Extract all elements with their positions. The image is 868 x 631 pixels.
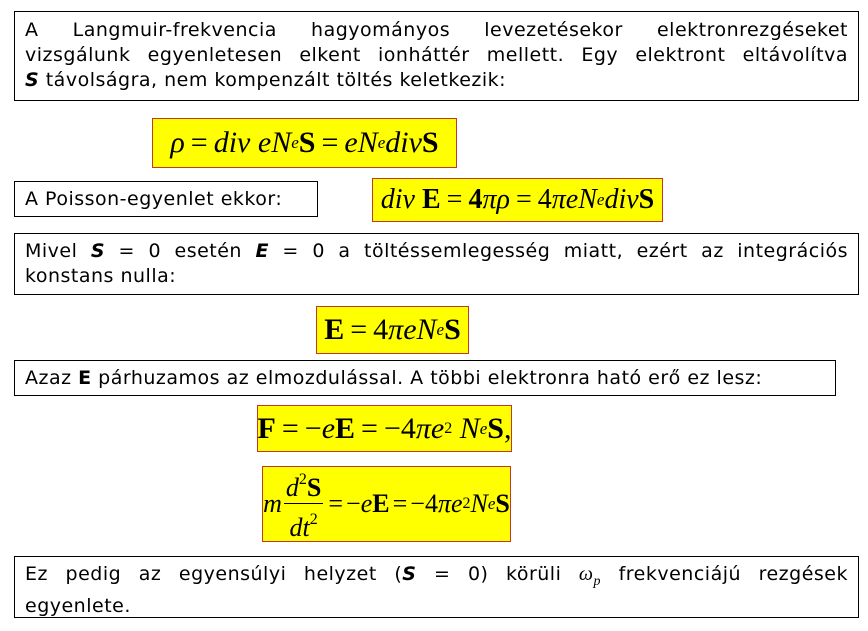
eq2-four-1: 4 xyxy=(468,184,483,215)
eq4-s: S xyxy=(487,411,504,445)
eq2-e-vec: E xyxy=(421,184,441,215)
eq2-rho: ρ xyxy=(496,184,510,215)
poisson-label: A Poisson-egyenlet ekkor: xyxy=(25,188,283,210)
oscillation-text-3: frekvenciájú rezgések xyxy=(601,563,848,585)
oscillation-text-box xyxy=(14,556,859,618)
eq5-s-1: S xyxy=(306,472,322,502)
eq5-pi: π xyxy=(437,489,451,518)
var-e: E xyxy=(78,367,92,389)
intro-line-2: vizsgálunk egyenletesen elkent ionháttér mellett. Egy elektront eltávolítva xyxy=(25,44,848,66)
eq1-equals-1: = xyxy=(190,126,208,159)
eq4-f-vec: F xyxy=(257,411,276,445)
eq5-equals-2: = xyxy=(392,489,408,518)
neutrality-text-1: Mivel xyxy=(25,240,91,262)
eq2-e: e xyxy=(565,184,579,215)
eq1-equals-2: = xyxy=(321,126,339,159)
eq4-sup: 2 xyxy=(444,419,453,437)
eq5-sup-2: 2 xyxy=(309,510,318,528)
eq2-equals-2: = xyxy=(515,184,532,215)
eq2-equals-1: = xyxy=(446,184,463,215)
intro-line-1: A Langmuir-frekvencia hagyományos levezetésekor elektronrezgéseket xyxy=(25,19,848,41)
oscillation-line-1 xyxy=(25,562,848,594)
eq5-fraction xyxy=(284,465,323,544)
eq5-e-vec: E xyxy=(372,489,390,518)
eq5-sup-1: 2 xyxy=(298,470,307,488)
intro-line-3 xyxy=(25,68,848,93)
poisson-equation xyxy=(372,178,663,222)
eq3-pi: π xyxy=(388,313,404,346)
eq1-e-2: e xyxy=(344,126,358,159)
intro-text-box xyxy=(14,11,859,101)
omega-p xyxy=(578,563,602,589)
eq1-div-2: div xyxy=(385,126,422,159)
eq2-pi-1: π xyxy=(482,184,497,215)
eq2-div-1: div xyxy=(380,184,415,215)
eq2-div-2: div xyxy=(604,184,639,215)
eq5-d: d xyxy=(285,472,299,502)
eq5-four: 4 xyxy=(424,489,438,518)
eq4-n: N xyxy=(459,411,480,445)
eq1-sub-2: e xyxy=(377,133,386,152)
equation-of-motion xyxy=(262,466,511,542)
eq4-minus-2: − xyxy=(383,411,401,445)
eq1-s-1: S xyxy=(298,126,316,159)
eq4-minus-1: − xyxy=(304,411,322,445)
eq2-s: S xyxy=(638,184,655,215)
eq3-e: e xyxy=(403,313,417,346)
neutrality-text-2: = 0 esetén xyxy=(105,240,256,262)
charge-density-equation xyxy=(152,118,457,168)
eq5-denominator xyxy=(288,504,320,544)
omega-subscript: p xyxy=(593,574,602,589)
eq5-n: N xyxy=(470,489,488,518)
eq5-dt: dt xyxy=(289,512,310,542)
var-e: E xyxy=(255,240,269,262)
eq4-equals-1: = xyxy=(281,411,299,445)
eq5-e-1: e xyxy=(360,489,373,518)
parallel-text-box xyxy=(14,360,836,396)
eq1-e-1: e xyxy=(257,126,272,159)
eq5-s-2: S xyxy=(495,489,510,518)
neutrality-line-2: konstans nulla: xyxy=(25,265,177,287)
eq3-equals: = xyxy=(350,313,368,346)
eq5-m: m xyxy=(263,489,282,518)
force-equation xyxy=(257,405,512,452)
eq3-n: N xyxy=(416,313,437,346)
omega-symbol: ω xyxy=(578,563,594,585)
eq3-sub: e xyxy=(436,320,445,339)
neutrality-line-1 xyxy=(25,239,848,264)
eq4-four: 4 xyxy=(400,411,416,445)
eq4-e-2: e xyxy=(430,411,445,445)
eq1-div-1: div xyxy=(213,126,251,159)
eq5-numerator xyxy=(284,465,323,504)
eq5-sup-3: 2 xyxy=(462,495,471,512)
eq2-four-2: 4 xyxy=(537,184,552,215)
eq4-equals-2: = xyxy=(361,411,378,445)
eq5-equals-1: = xyxy=(328,489,344,518)
var-s: S xyxy=(25,69,40,91)
eq1-n-2: N xyxy=(357,126,378,159)
neutrality-text-box xyxy=(14,233,859,295)
eq3-four: 4 xyxy=(373,313,389,346)
eq5-minus-2: − xyxy=(410,489,425,518)
eq2-sub: e xyxy=(596,190,605,209)
intro-line-3-text: távolságra, nem kompenzált töltés keletkezik: xyxy=(39,69,507,91)
eq5-sub: e xyxy=(487,494,496,513)
parallel-text-2: párhuzamos az elmozdulással. A többi elektronra ható erő ez lesz: xyxy=(91,367,763,389)
eq1-rho: ρ xyxy=(170,126,185,159)
var-s: S xyxy=(402,563,417,585)
eq2-pi-2: π xyxy=(551,184,566,215)
eq1-s-2: S xyxy=(421,126,439,159)
neutrality-text-3: = 0 a töltéssemlegesség miatt, ezért az integrációs xyxy=(268,240,848,262)
eq3-s: S xyxy=(444,313,461,346)
oscillation-line-2: egyenlete. xyxy=(25,595,131,617)
eq3-e-vec: E xyxy=(324,313,345,346)
oscillation-text-1: Ez pedig az egyensúlyi helyzet ( xyxy=(25,563,403,585)
eq4-e-vec: E xyxy=(335,411,356,445)
poisson-label-box xyxy=(14,181,318,217)
eq5-e-2: e xyxy=(450,489,463,518)
oscillation-text-2: = 0) körüli xyxy=(416,563,579,585)
eq4-pi: π xyxy=(415,411,431,445)
eq4-sub: e xyxy=(479,418,488,438)
eq5-minus-1: − xyxy=(346,489,361,518)
var-s: S xyxy=(90,240,106,262)
eq4-e-1: e xyxy=(321,411,336,445)
electric-field-equation xyxy=(316,306,469,354)
parallel-text-1: Azaz xyxy=(25,367,79,389)
eq1-n-1: N xyxy=(271,126,292,159)
eq2-n: N xyxy=(578,184,597,215)
eq4-comma: , xyxy=(503,411,512,445)
eq1-sub-1: e xyxy=(291,133,299,152)
